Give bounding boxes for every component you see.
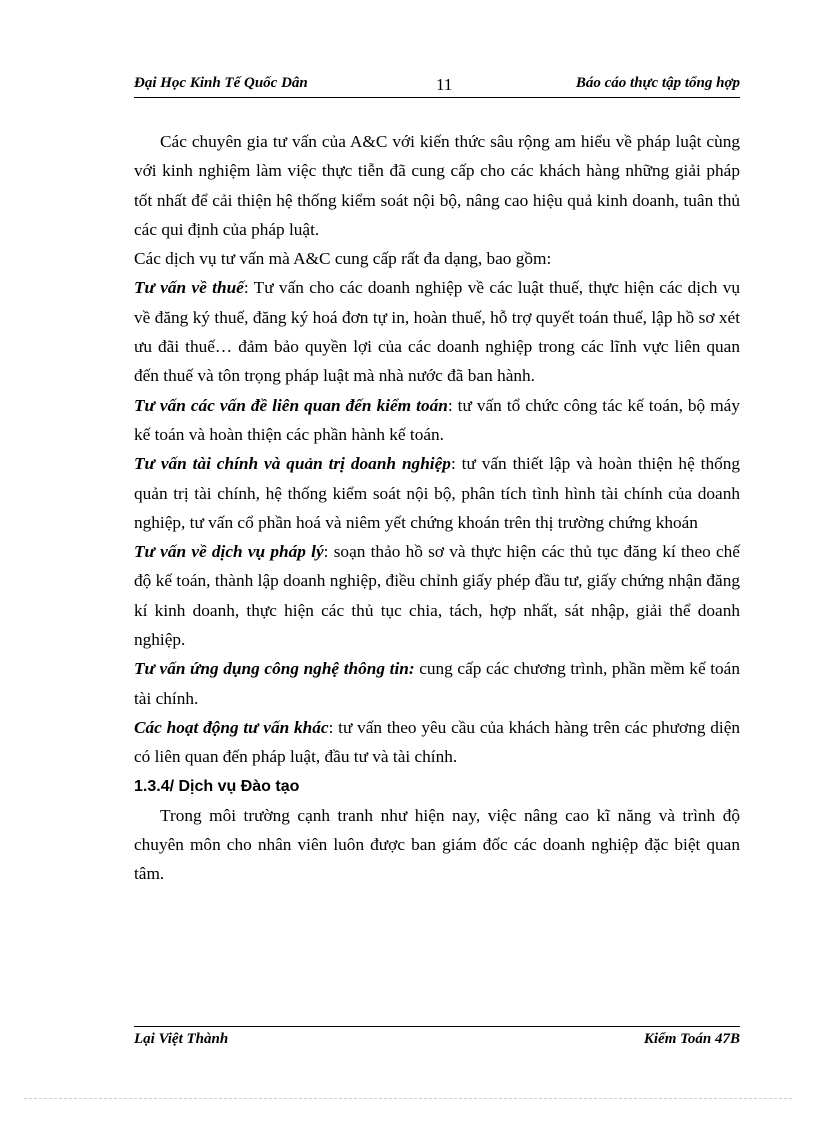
- page-header: [134, 75, 740, 97]
- header-university: Đại Học Kinh Tế Quốc Dân: [134, 75, 308, 91]
- paragraph-services-list-intro: Các dịch vụ tư vấn mà A&C cung cấp rất đa dạng, bao gồm:: [134, 249, 552, 269]
- service-description: cung cấp các chương trình, phần mềm kế toán tài chính.: [134, 659, 740, 708]
- footer-author: Lại Việt Thành: [134, 1031, 229, 1047]
- section-heading: 1.3.4/ Dịch vụ Đào tạo: [134, 777, 300, 795]
- page-footer: [134, 1031, 740, 1053]
- service-description: : tư vấn tổ chức công tác kế toán, bộ máy kế toán và hoàn thiện các phần hành kế toán.: [134, 395, 740, 444]
- paragraph-training: Trong môi trường cạnh tranh như hiện nay, việc nâng cao kĩ năng và trình độ chuyên môn cho nhân viên luôn được ban giám đốc các doanh nghiệp đặc biệt quan tâm.: [134, 805, 740, 884]
- service-item-tax: [134, 273, 740, 390]
- service-item-other: [134, 713, 740, 772]
- page-body: [134, 127, 740, 889]
- footer-divider: [134, 1026, 740, 1027]
- paragraph-intro: Các chuyên gia tư vấn của A&C với kiến thức sâu rộng am hiểu về pháp luật cùng với kinh nghiệm làm việc thực tiễn đã cung cấp cho các khách hàng những giải pháp tốt nhất để cải thiện hệ thống kiểm soát nội bộ, nâng cao hiệu quả kinh doanh, tuân thủ các qui định của pháp luật.: [134, 132, 740, 239]
- service-term: Tư vấn về thuế: [134, 278, 244, 298]
- service-item-it: [134, 654, 740, 713]
- service-item-legal: [134, 537, 740, 654]
- service-description: : tư vấn thiết lập và hoàn thiện hệ thống quản trị tài chính, hệ thống kiểm soát nội bộ, phân tích tình hình tài chính của doanh nghiệp, tư vấn cổ phần hoá và niêm yết chứng khoán trên thị trường chứng khoán: [134, 454, 741, 532]
- service-item-audit: [134, 391, 740, 450]
- service-item-finance: [134, 449, 740, 537]
- footer-class: Kiểm Toán 47B: [643, 1031, 740, 1047]
- service-term: Các hoạt động tư vấn khác: [134, 717, 329, 737]
- header-divider: [134, 97, 740, 98]
- service-description: : soạn thảo hồ sơ và thực hiện các thủ tục đăng kí theo chế độ kế toán, thành lập doanh nghiệp, điều chỉnh giấy phép đầu tư, giấy chứng nhận đăng kí kinh doanh, thực hiện các thủ tục chia, tách, hợp nhất, sát nhập, giải thể doanh nghiệp.: [134, 542, 740, 650]
- service-term: Tư vấn các vấn đề liên quan đến kiểm toán: [134, 395, 448, 415]
- page-number: 11: [436, 75, 453, 94]
- service-term: Tư vấn ứng dụng công nghệ thông tin:: [134, 659, 415, 679]
- service-description: : Tư vấn cho các doanh nghiệp về các luật thuế, thực hiện các dịch vụ về đăng ký thuế, đăng ký hoá đơn tự in, hoàn thuế, hỗ trợ quyết toán thuế, lập hồ sơ xét ưu đãi thuế… đảm bảo quyền lợi của các doanh nghiệp trong các lĩnh vực liên quan đến thuế và tôn trọng pháp luật mà nhà nước đã ban hành.: [134, 278, 740, 386]
- header-report-title: Báo cáo thực tập tổng hợp: [575, 75, 740, 91]
- service-description: : tư vấn theo yêu cầu của khách hàng trên các phương diện có liên quan đến pháp luật, đầu tư và tài chính.: [134, 717, 740, 767]
- service-term: Tư vấn về dịch vụ pháp lý: [134, 542, 324, 562]
- service-term: Tư vấn tài chính và quản trị doanh nghiệp: [134, 454, 451, 474]
- page-bottom-edge: [24, 1098, 792, 1099]
